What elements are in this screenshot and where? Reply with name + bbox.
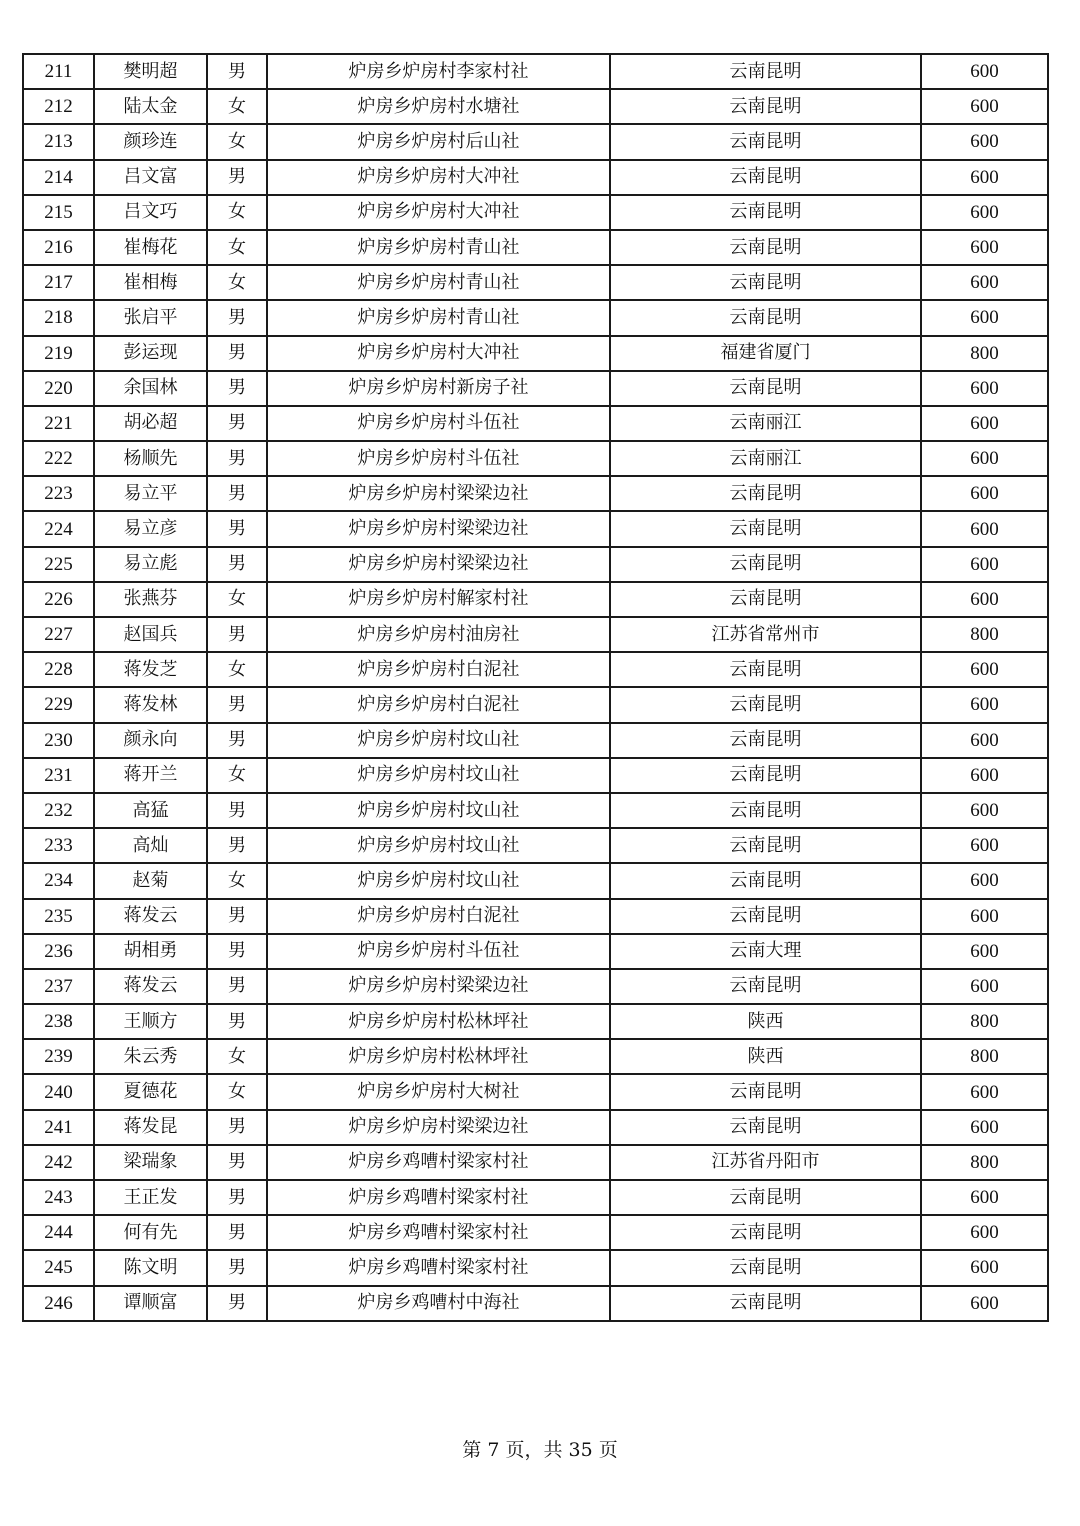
table-row xyxy=(23,758,1048,793)
work-location-cell: 陕西 xyxy=(610,1039,921,1074)
row-number-cell: 219 xyxy=(23,336,94,371)
name-cell: 高灿 xyxy=(94,828,207,863)
name-cell: 张启平 xyxy=(94,300,207,335)
row-number-cell: 242 xyxy=(23,1145,94,1180)
name-cell: 胡必超 xyxy=(94,406,207,441)
amount-cell: 600 xyxy=(921,687,1048,722)
name-cell: 胡相勇 xyxy=(94,934,207,969)
amount-cell: 600 xyxy=(921,934,1048,969)
work-location-cell: 云南昆明 xyxy=(610,687,921,722)
row-number-cell: 240 xyxy=(23,1074,94,1109)
row-number-cell: 227 xyxy=(23,617,94,652)
address-cell: 炉房乡炉房村松林坪社 xyxy=(267,1039,610,1074)
address-cell: 炉房乡炉房村坟山社 xyxy=(267,863,610,898)
gender-cell: 女 xyxy=(207,89,267,124)
work-location-cell: 云南昆明 xyxy=(610,1074,921,1109)
work-location-cell: 云南昆明 xyxy=(610,582,921,617)
table-row xyxy=(23,1039,1048,1074)
amount-cell: 800 xyxy=(921,1145,1048,1180)
address-cell: 炉房乡炉房村油房社 xyxy=(267,617,610,652)
gender-cell: 女 xyxy=(207,1074,267,1109)
table-row xyxy=(23,1110,1048,1145)
address-cell: 炉房乡炉房村白泥社 xyxy=(267,899,610,934)
amount-cell: 600 xyxy=(921,1110,1048,1145)
row-number-cell: 212 xyxy=(23,89,94,124)
work-location-cell: 云南昆明 xyxy=(610,371,921,406)
row-number-cell: 243 xyxy=(23,1180,94,1215)
work-location-cell: 云南昆明 xyxy=(610,547,921,582)
address-cell: 炉房乡炉房村大树社 xyxy=(267,1074,610,1109)
gender-cell: 女 xyxy=(207,652,267,687)
gender-cell: 男 xyxy=(207,476,267,511)
gender-cell: 女 xyxy=(207,863,267,898)
table-row xyxy=(23,547,1048,582)
table-row xyxy=(23,89,1048,124)
work-location-cell: 云南昆明 xyxy=(610,1215,921,1250)
name-cell: 陆太金 xyxy=(94,89,207,124)
gender-cell: 男 xyxy=(207,1286,267,1321)
table-row xyxy=(23,1250,1048,1285)
table-row xyxy=(23,265,1048,300)
table-row xyxy=(23,863,1048,898)
address-cell: 炉房乡鸡嘈村梁家村社 xyxy=(267,1180,610,1215)
work-location-cell: 云南昆明 xyxy=(610,828,921,863)
gender-cell: 男 xyxy=(207,54,267,89)
address-cell: 炉房乡炉房村大冲社 xyxy=(267,336,610,371)
name-cell: 陈文明 xyxy=(94,1250,207,1285)
amount-cell: 600 xyxy=(921,54,1048,89)
name-cell: 易立彪 xyxy=(94,547,207,582)
work-location-cell: 云南昆明 xyxy=(610,899,921,934)
address-cell: 炉房乡鸡嘈村梁家村社 xyxy=(267,1145,610,1180)
table-row xyxy=(23,54,1048,89)
table-row xyxy=(23,828,1048,863)
address-cell: 炉房乡鸡嘈村中海社 xyxy=(267,1286,610,1321)
row-number-cell: 228 xyxy=(23,652,94,687)
amount-cell: 600 xyxy=(921,582,1048,617)
work-location-cell: 云南昆明 xyxy=(610,300,921,335)
work-location-cell: 云南昆明 xyxy=(610,476,921,511)
name-cell: 蒋发云 xyxy=(94,899,207,934)
address-cell: 炉房乡炉房村坟山社 xyxy=(267,793,610,828)
amount-cell: 600 xyxy=(921,1286,1048,1321)
amount-cell: 600 xyxy=(921,758,1048,793)
amount-cell: 600 xyxy=(921,652,1048,687)
row-number-cell: 222 xyxy=(23,441,94,476)
amount-cell: 800 xyxy=(921,1004,1048,1039)
address-cell: 炉房乡炉房村梁梁边社 xyxy=(267,547,610,582)
work-location-cell: 云南丽江 xyxy=(610,406,921,441)
gender-cell: 男 xyxy=(207,1145,267,1180)
row-number-cell: 216 xyxy=(23,230,94,265)
address-cell: 炉房乡炉房村梁梁边社 xyxy=(267,511,610,546)
gender-cell: 男 xyxy=(207,1250,267,1285)
gender-cell: 男 xyxy=(207,617,267,652)
gender-cell: 男 xyxy=(207,687,267,722)
address-cell: 炉房乡炉房村水塘社 xyxy=(267,89,610,124)
amount-cell: 600 xyxy=(921,723,1048,758)
row-number-cell: 221 xyxy=(23,406,94,441)
name-cell: 王顺方 xyxy=(94,1004,207,1039)
amount-cell: 600 xyxy=(921,969,1048,1004)
row-number-cell: 225 xyxy=(23,547,94,582)
name-cell: 梁瑞象 xyxy=(94,1145,207,1180)
name-cell: 何有先 xyxy=(94,1215,207,1250)
gender-cell: 男 xyxy=(207,547,267,582)
work-location-cell: 云南昆明 xyxy=(610,160,921,195)
amount-cell: 600 xyxy=(921,1215,1048,1250)
amount-cell: 600 xyxy=(921,511,1048,546)
address-cell: 炉房乡炉房村白泥社 xyxy=(267,652,610,687)
table-row xyxy=(23,793,1048,828)
name-cell: 吕文巧 xyxy=(94,195,207,230)
table-row xyxy=(23,371,1048,406)
row-number-cell: 235 xyxy=(23,899,94,934)
name-cell: 彭运现 xyxy=(94,336,207,371)
name-cell: 赵国兵 xyxy=(94,617,207,652)
gender-cell: 男 xyxy=(207,723,267,758)
row-number-cell: 241 xyxy=(23,1110,94,1145)
amount-cell: 600 xyxy=(921,300,1048,335)
work-location-cell: 云南昆明 xyxy=(610,195,921,230)
page-footer: 第 7 页，共 35 页 xyxy=(462,1439,618,1461)
name-cell: 崔梅花 xyxy=(94,230,207,265)
amount-cell: 600 xyxy=(921,441,1048,476)
address-cell: 炉房乡炉房村白泥社 xyxy=(267,687,610,722)
work-location-cell: 云南昆明 xyxy=(610,1250,921,1285)
address-cell: 炉房乡炉房村青山社 xyxy=(267,230,610,265)
gender-cell: 女 xyxy=(207,195,267,230)
table-row xyxy=(23,934,1048,969)
gender-cell: 男 xyxy=(207,899,267,934)
work-location-cell: 云南昆明 xyxy=(610,758,921,793)
table-row xyxy=(23,1074,1048,1109)
work-location-cell: 云南昆明 xyxy=(610,89,921,124)
address-cell: 炉房乡鸡嘈村梁家村社 xyxy=(267,1250,610,1285)
gender-cell: 男 xyxy=(207,336,267,371)
row-number-cell: 238 xyxy=(23,1004,94,1039)
row-number-cell: 220 xyxy=(23,371,94,406)
name-cell: 吕文富 xyxy=(94,160,207,195)
row-number-cell: 231 xyxy=(23,758,94,793)
gender-cell: 男 xyxy=(207,160,267,195)
work-location-cell: 云南昆明 xyxy=(610,124,921,159)
address-cell: 炉房乡炉房村梁梁边社 xyxy=(267,969,610,1004)
table-row xyxy=(23,899,1048,934)
amount-cell: 600 xyxy=(921,265,1048,300)
name-cell: 谭顺富 xyxy=(94,1286,207,1321)
gender-cell: 女 xyxy=(207,265,267,300)
table-row xyxy=(23,124,1048,159)
table-row xyxy=(23,336,1048,371)
row-number-cell: 224 xyxy=(23,511,94,546)
amount-cell: 800 xyxy=(921,336,1048,371)
address-cell: 炉房乡炉房村斗伍社 xyxy=(267,406,610,441)
name-cell: 崔相梅 xyxy=(94,265,207,300)
table-row xyxy=(23,1215,1048,1250)
address-cell: 炉房乡炉房村青山社 xyxy=(267,300,610,335)
address-cell: 炉房乡炉房村后山社 xyxy=(267,124,610,159)
row-number-cell: 217 xyxy=(23,265,94,300)
table-row xyxy=(23,582,1048,617)
row-number-cell: 246 xyxy=(23,1286,94,1321)
work-location-cell: 云南昆明 xyxy=(610,793,921,828)
gender-cell: 男 xyxy=(207,441,267,476)
row-number-cell: 230 xyxy=(23,723,94,758)
table-body xyxy=(23,54,1048,1321)
row-number-cell: 214 xyxy=(23,160,94,195)
work-location-cell: 陕西 xyxy=(610,1004,921,1039)
table-row xyxy=(23,160,1048,195)
amount-cell: 600 xyxy=(921,547,1048,582)
table-row xyxy=(23,652,1048,687)
amount-cell: 600 xyxy=(921,160,1048,195)
work-location-cell: 江苏省常州市 xyxy=(610,617,921,652)
amount-cell: 600 xyxy=(921,863,1048,898)
row-number-cell: 215 xyxy=(23,195,94,230)
gender-cell: 男 xyxy=(207,934,267,969)
amount-cell: 600 xyxy=(921,828,1048,863)
row-number-cell: 245 xyxy=(23,1250,94,1285)
name-cell: 赵菊 xyxy=(94,863,207,898)
address-cell: 炉房乡炉房村新房子社 xyxy=(267,371,610,406)
gender-cell: 女 xyxy=(207,582,267,617)
row-number-cell: 226 xyxy=(23,582,94,617)
gender-cell: 男 xyxy=(207,793,267,828)
gender-cell: 男 xyxy=(207,406,267,441)
name-cell: 蒋开兰 xyxy=(94,758,207,793)
table-row xyxy=(23,1004,1048,1039)
address-cell: 炉房乡炉房村梁梁边社 xyxy=(267,476,610,511)
name-cell: 张燕芬 xyxy=(94,582,207,617)
gender-cell: 男 xyxy=(207,1215,267,1250)
gender-cell: 女 xyxy=(207,230,267,265)
work-location-cell: 云南大理 xyxy=(610,934,921,969)
row-number-cell: 233 xyxy=(23,828,94,863)
address-cell: 炉房乡鸡嘈村梁家村社 xyxy=(267,1215,610,1250)
address-cell: 炉房乡炉房村青山社 xyxy=(267,265,610,300)
amount-cell: 600 xyxy=(921,1250,1048,1285)
work-location-cell: 云南丽江 xyxy=(610,441,921,476)
gender-cell: 男 xyxy=(207,371,267,406)
table-row xyxy=(23,300,1048,335)
name-cell: 朱云秀 xyxy=(94,1039,207,1074)
amount-cell: 600 xyxy=(921,1074,1048,1109)
work-location-cell: 云南昆明 xyxy=(610,511,921,546)
name-cell: 蒋发昆 xyxy=(94,1110,207,1145)
row-number-cell: 213 xyxy=(23,124,94,159)
work-location-cell: 江苏省丹阳市 xyxy=(610,1145,921,1180)
work-location-cell: 云南昆明 xyxy=(610,1110,921,1145)
gender-cell: 男 xyxy=(207,1004,267,1039)
gender-cell: 女 xyxy=(207,1039,267,1074)
address-cell: 炉房乡炉房村坟山社 xyxy=(267,828,610,863)
gender-cell: 女 xyxy=(207,124,267,159)
amount-cell: 600 xyxy=(921,899,1048,934)
table-row xyxy=(23,230,1048,265)
row-number-cell: 244 xyxy=(23,1215,94,1250)
amount-cell: 600 xyxy=(921,476,1048,511)
address-cell: 炉房乡炉房村松林坪社 xyxy=(267,1004,610,1039)
address-cell: 炉房乡炉房村大冲社 xyxy=(267,160,610,195)
row-number-cell: 211 xyxy=(23,54,94,89)
row-number-cell: 236 xyxy=(23,934,94,969)
table-row xyxy=(23,511,1048,546)
amount-cell: 600 xyxy=(921,195,1048,230)
table-row xyxy=(23,969,1048,1004)
amount-cell: 600 xyxy=(921,124,1048,159)
amount-cell: 600 xyxy=(921,89,1048,124)
address-cell: 炉房乡炉房村梁梁边社 xyxy=(267,1110,610,1145)
work-location-cell: 云南昆明 xyxy=(610,1180,921,1215)
row-number-cell: 223 xyxy=(23,476,94,511)
address-cell: 炉房乡炉房村大冲社 xyxy=(267,195,610,230)
work-location-cell: 云南昆明 xyxy=(610,723,921,758)
name-cell: 夏德花 xyxy=(94,1074,207,1109)
amount-cell: 600 xyxy=(921,1180,1048,1215)
address-cell: 炉房乡炉房村坟山社 xyxy=(267,758,610,793)
amount-cell: 800 xyxy=(921,1039,1048,1074)
row-number-cell: 237 xyxy=(23,969,94,1004)
gender-cell: 男 xyxy=(207,1110,267,1145)
name-cell: 蒋发云 xyxy=(94,969,207,1004)
name-cell: 余国林 xyxy=(94,371,207,406)
table-row xyxy=(23,1180,1048,1215)
roster-table xyxy=(22,53,1049,1322)
table-row xyxy=(23,476,1048,511)
name-cell: 杨顺先 xyxy=(94,441,207,476)
amount-cell: 600 xyxy=(921,793,1048,828)
amount-cell: 600 xyxy=(921,230,1048,265)
table-row xyxy=(23,1145,1048,1180)
name-cell: 易立彦 xyxy=(94,511,207,546)
work-location-cell: 云南昆明 xyxy=(610,54,921,89)
gender-cell: 男 xyxy=(207,828,267,863)
name-cell: 易立平 xyxy=(94,476,207,511)
row-number-cell: 229 xyxy=(23,687,94,722)
table-row xyxy=(23,441,1048,476)
work-location-cell: 云南昆明 xyxy=(610,863,921,898)
table-row xyxy=(23,723,1048,758)
name-cell: 颜永向 xyxy=(94,723,207,758)
work-location-cell: 福建省厦门 xyxy=(610,336,921,371)
name-cell: 蒋发林 xyxy=(94,687,207,722)
name-cell: 高猛 xyxy=(94,793,207,828)
work-location-cell: 云南昆明 xyxy=(610,230,921,265)
address-cell: 炉房乡炉房村解家村社 xyxy=(267,582,610,617)
table-row xyxy=(23,195,1048,230)
address-cell: 炉房乡炉房村李家村社 xyxy=(267,54,610,89)
gender-cell: 女 xyxy=(207,758,267,793)
name-cell: 颜珍连 xyxy=(94,124,207,159)
gender-cell: 男 xyxy=(207,511,267,546)
work-location-cell: 云南昆明 xyxy=(610,969,921,1004)
row-number-cell: 239 xyxy=(23,1039,94,1074)
gender-cell: 男 xyxy=(207,300,267,335)
table-row xyxy=(23,687,1048,722)
table-row xyxy=(23,1286,1048,1321)
gender-cell: 男 xyxy=(207,969,267,1004)
address-cell: 炉房乡炉房村斗伍社 xyxy=(267,934,610,969)
address-cell: 炉房乡炉房村斗伍社 xyxy=(267,441,610,476)
name-cell: 王正发 xyxy=(94,1180,207,1215)
table-row xyxy=(23,406,1048,441)
name-cell: 蒋发芝 xyxy=(94,652,207,687)
work-location-cell: 云南昆明 xyxy=(610,652,921,687)
work-location-cell: 云南昆明 xyxy=(610,265,921,300)
row-number-cell: 218 xyxy=(23,300,94,335)
work-location-cell: 云南昆明 xyxy=(610,1286,921,1321)
amount-cell: 800 xyxy=(921,617,1048,652)
amount-cell: 600 xyxy=(921,406,1048,441)
row-number-cell: 234 xyxy=(23,863,94,898)
name-cell: 樊明超 xyxy=(94,54,207,89)
table-row xyxy=(23,617,1048,652)
address-cell: 炉房乡炉房村坟山社 xyxy=(267,723,610,758)
row-number-cell: 232 xyxy=(23,793,94,828)
amount-cell: 600 xyxy=(921,371,1048,406)
gender-cell: 男 xyxy=(207,1180,267,1215)
